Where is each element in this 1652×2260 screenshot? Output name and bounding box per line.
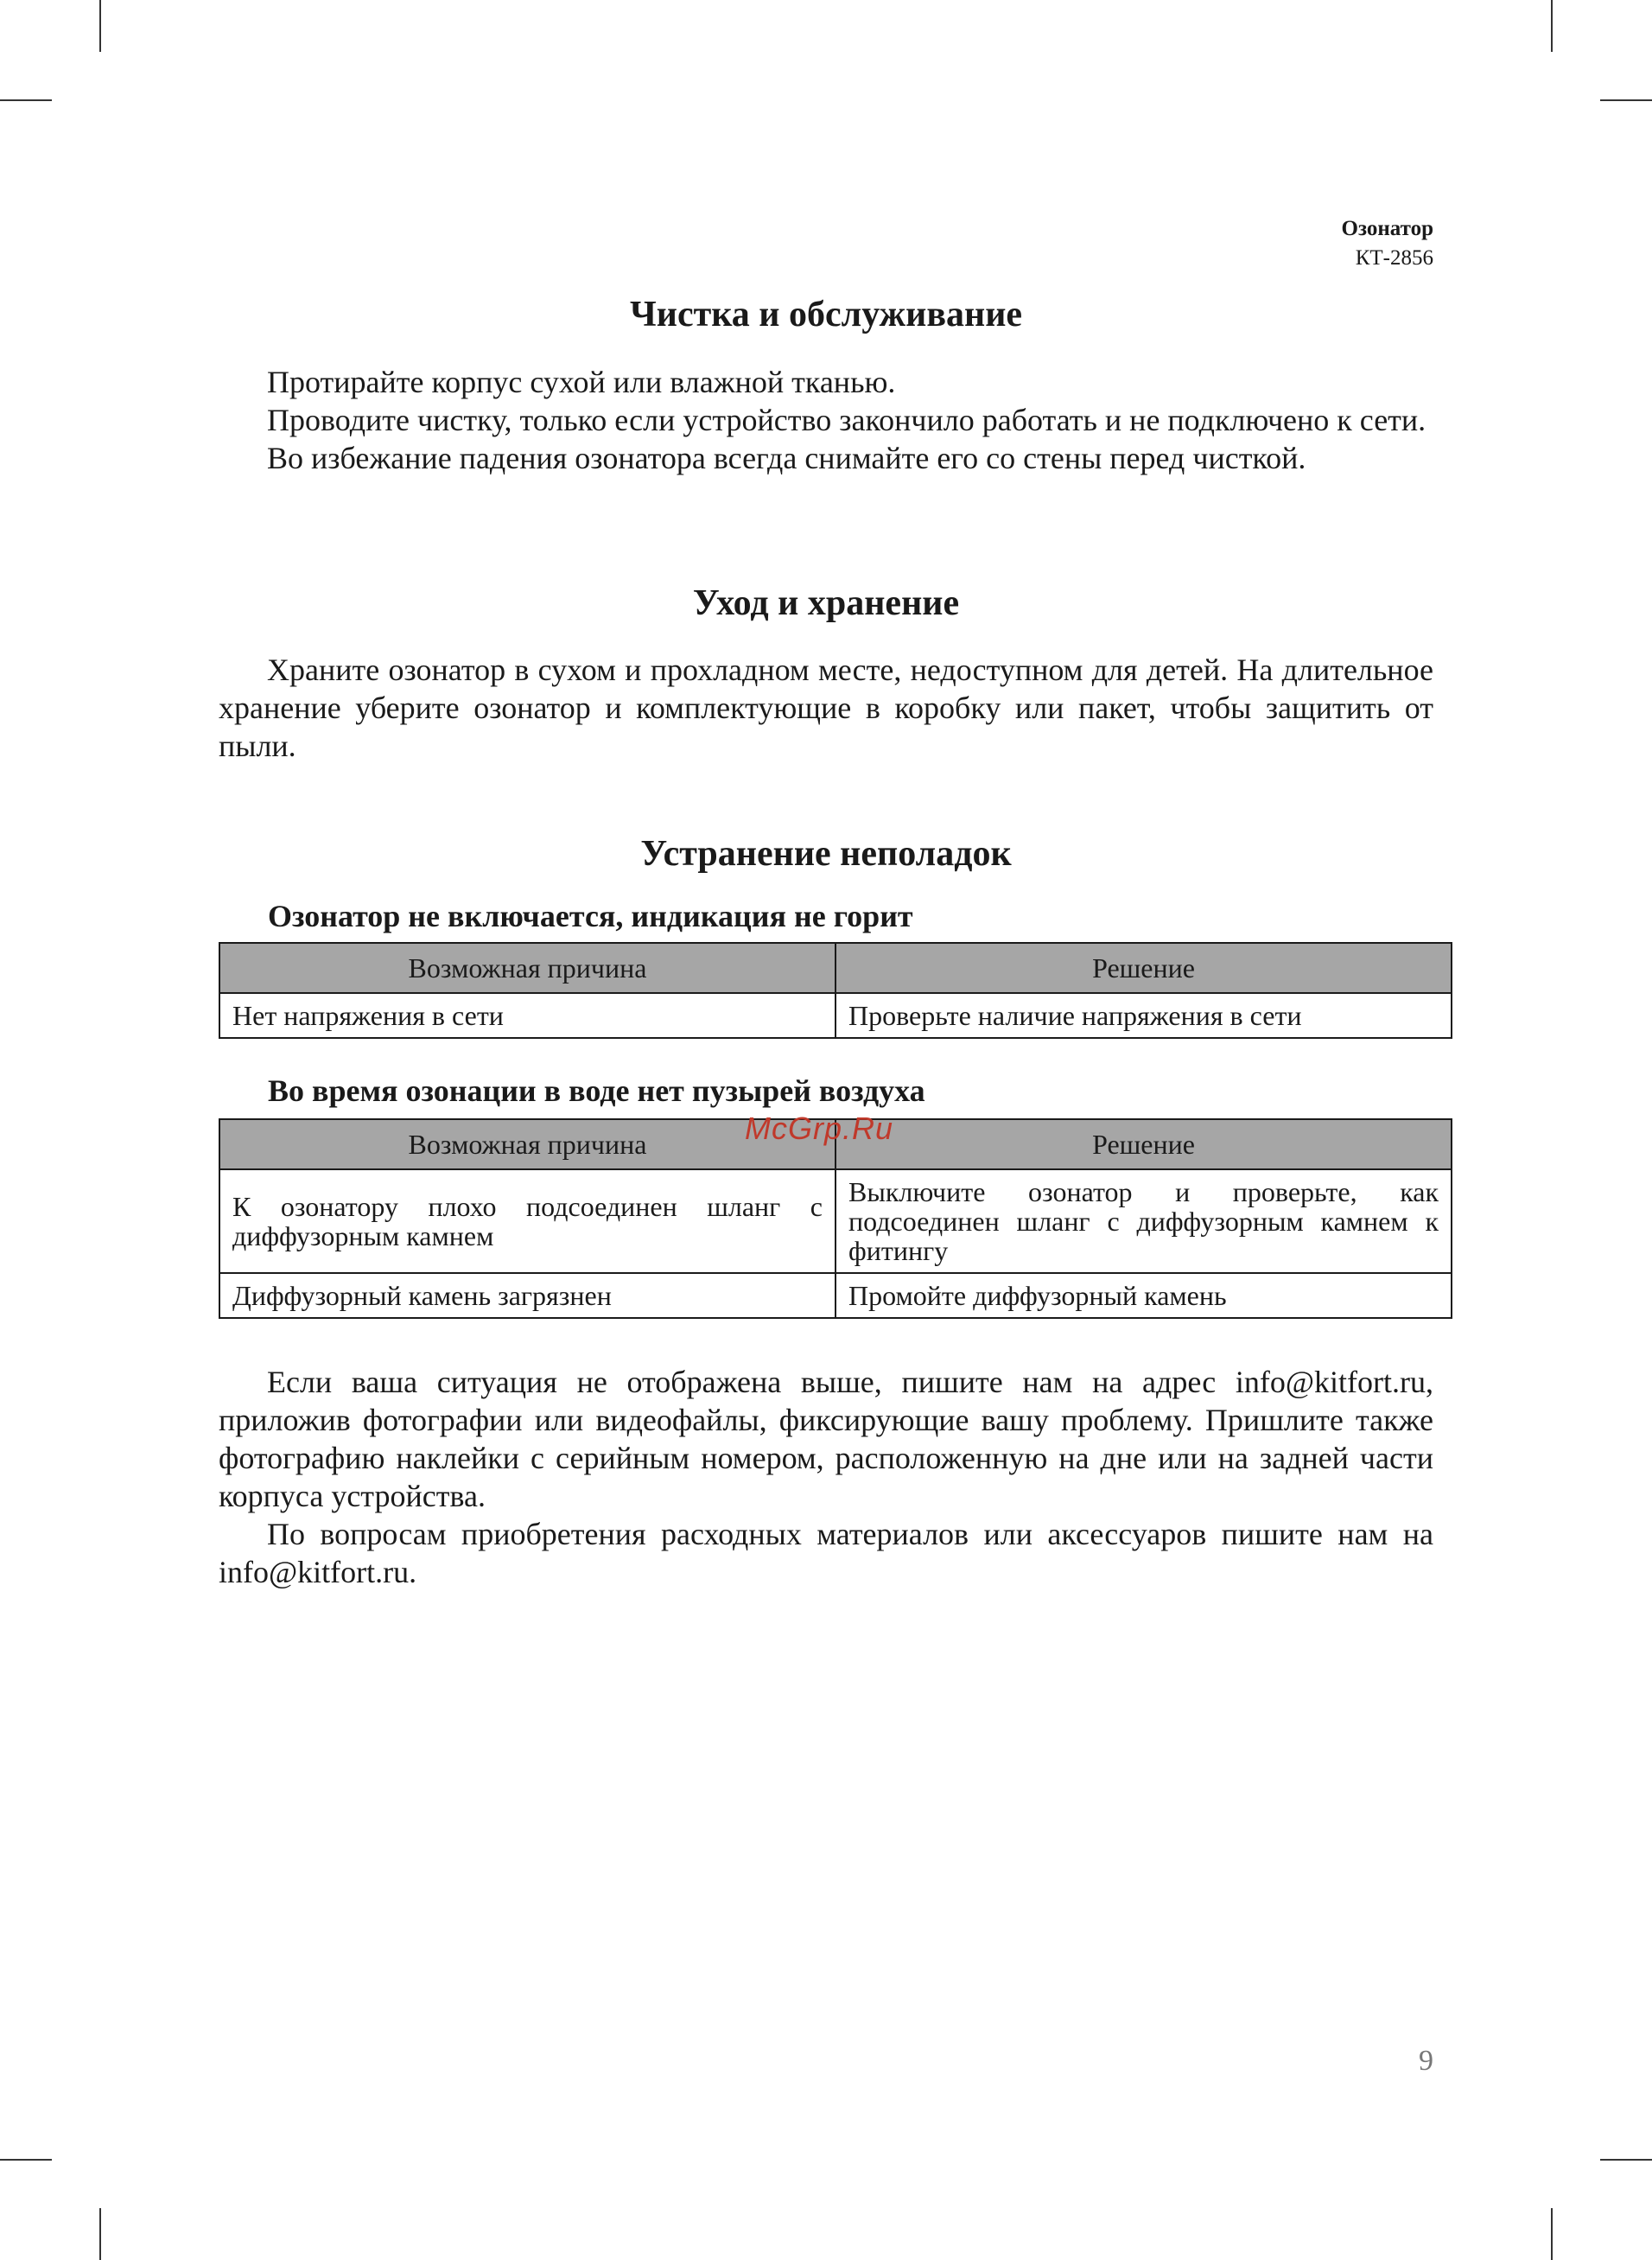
crop-mark (1551, 0, 1553, 52)
paragraph: Если ваша ситуация не отображена выше, пишите нам на адрес info@kitfort.ru, приложив фотографии или видеофайлы, фиксирующие вашу проблему. Пришлите также фотографию наклейки с серийным номером, расположенную на дне или на задней части корпуса устройства. (219, 1365, 1433, 1513)
problem-heading: Во время озонации в воде нет пузырей воздуха (268, 1073, 925, 1108)
cause-cell: К озонатору плохо подсоединен шланг с диффузорным камнем (219, 1169, 836, 1273)
solution-cell: Проверьте наличие напряжения в сети (836, 993, 1452, 1038)
cleaning-title: Чистка и обслуживание (629, 295, 1023, 334)
cause-cell: Нет напряжения в сети (219, 993, 836, 1038)
header-product: Озонатор (1341, 217, 1433, 240)
header-model: КТ-2856 (1355, 246, 1433, 270)
crop-mark (0, 99, 52, 101)
column-header-cause: Возможная причина (219, 943, 836, 993)
cleaning-text (219, 363, 1433, 477)
solution-cell: Промойте диффузорный камень (836, 1273, 1452, 1318)
problem-heading: Озонатор не включается, индикация не горит (268, 899, 913, 933)
table-row (219, 1169, 1452, 1273)
column-header-solution: Решение (836, 1119, 1452, 1169)
troubleshooting-table (219, 1118, 1452, 1319)
crop-mark (1551, 2208, 1553, 2260)
watermark: McGrp.Ru (745, 1111, 894, 1146)
crop-mark (0, 2159, 52, 2161)
crop-mark (99, 0, 101, 52)
page-number: 9 (1419, 2045, 1433, 2077)
paragraph: По вопросам приобретения расходных материалов или аксессуаров пишите нам на info@kitfort.ru. (219, 1517, 1433, 1589)
solution-cell: Выключите озонатор и проверьте, как подсоединен шланг с диффузорным камнем к фитингу (836, 1169, 1452, 1273)
table-row (219, 1273, 1452, 1318)
column-header-cause: Возможная причина (219, 1119, 836, 1169)
paragraph: Протирайте корпус сухой или влажной тканью. (267, 365, 896, 399)
paragraph: Во избежание падения озонатора всегда снимайте его со стены перед чисткой. (267, 441, 1306, 475)
crop-mark (1600, 99, 1652, 101)
cause-cell: Диффузорный камень загрязнен (219, 1273, 836, 1318)
paragraph: Храните озонатор в сухом и прохладном месте, недоступном для детей. На длительное хранение уберите озонатор и комплектующие в коробку или пакет, чтобы защитить от пыли. (219, 653, 1433, 763)
storage-text (219, 651, 1433, 765)
closing-text (219, 1363, 1433, 1591)
table-row (219, 993, 1452, 1038)
storage-title: Уход и хранение (692, 583, 960, 623)
troubleshooting-title: Устранение неполадок (640, 834, 1012, 874)
troubleshooting-table (219, 942, 1452, 1039)
crop-mark (1600, 2159, 1652, 2161)
crop-mark (99, 2208, 101, 2260)
table-header-row (219, 943, 1452, 993)
paragraph: Проводите чистку, только если устройство закончило работать и не подключено к сети. (267, 403, 1426, 437)
running-header (1342, 214, 1433, 273)
column-header-solution: Решение (836, 943, 1452, 993)
